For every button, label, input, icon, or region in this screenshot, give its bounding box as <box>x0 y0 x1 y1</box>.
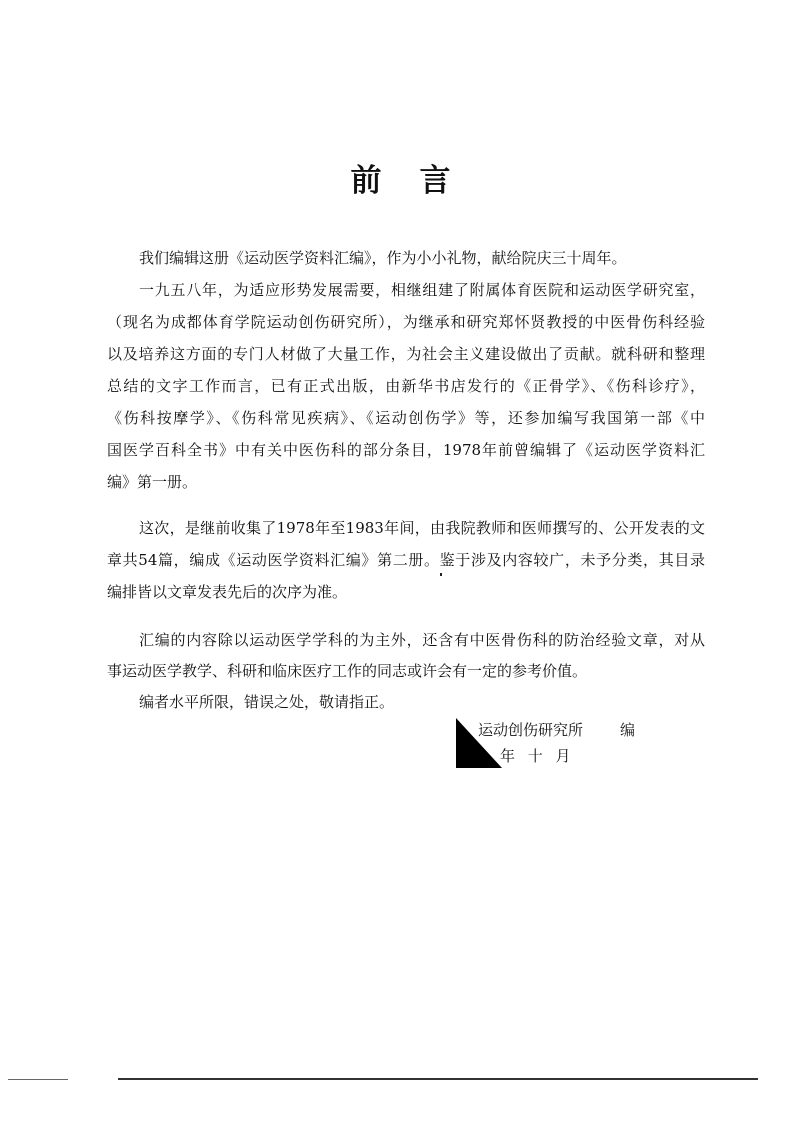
paragraph-2-line: 国医学百科全书》中有关中医伤科的部分条目，1978年前曾编辑了《运动医学资料汇 <box>107 441 705 459</box>
paragraph-3-line: 这次，是继前收集了1978年至1983年间，由我院教师和医师撰写的、公开发表的文 <box>139 519 705 537</box>
paragraph-4-line: 事运动医学教学、科研和临床医疗工作的同志或许会有一定的参考价值。 <box>107 662 588 680</box>
page-title: 前言 <box>350 163 489 199</box>
signature-org: 运动创伤研究所 <box>478 721 584 739</box>
paragraph-2-line: 编》第一册。 <box>107 473 198 491</box>
scan-speck <box>440 573 442 576</box>
paragraph-2-line: 《伤科按摩学》、《伤科常见疾病》、《运动创伤学》等，还参加编写我国第一部《中 <box>107 409 705 427</box>
paragraph-1-line: 我们编辑这册《运动医学资料汇编》，作为小小礼物，献给院庆三十周年。 <box>139 249 627 267</box>
paragraph-2-line: 总结的文字工作而言，已有正式出版，由新华书店发行的《正骨学》、《伤科诊疗》， <box>107 377 705 395</box>
paragraph-2-line: （现名为成都体育学院运动创伤研究所），为继承和研究郑怀贤教授的中医骨伤科经验 <box>107 313 705 331</box>
page-bottom-rule <box>118 1078 758 1080</box>
paragraph-2-line: 以及培养这方面的专门人材做了大量工作，为社会主义建设做出了贡献。就科研和整理 <box>107 345 705 363</box>
signature-date: 年 十 月 <box>500 747 575 765</box>
paragraph-3-line: 编排皆以文章发表先后的次序为准。 <box>107 583 348 601</box>
paragraph-4-line: 汇编的内容除以运动医学学科的为主外，还含有中医骨伤科的防治经验文章，对从 <box>139 631 705 649</box>
paragraph-2-line: 一九五八年，为适应形势发展需要，相继组建了附属体育医院和运动医学研究室， <box>139 281 705 299</box>
page-edge-line <box>8 1079 68 1080</box>
signature-role: 编 <box>620 721 636 739</box>
paragraph-5-line: 编者水平所限，错误之处，敬请指正。 <box>139 693 395 711</box>
paragraph-3-line: 章共54篇，编成《运动医学资料汇编》第二册。鉴于涉及内容较广，未予分类，其目录 <box>107 551 705 569</box>
